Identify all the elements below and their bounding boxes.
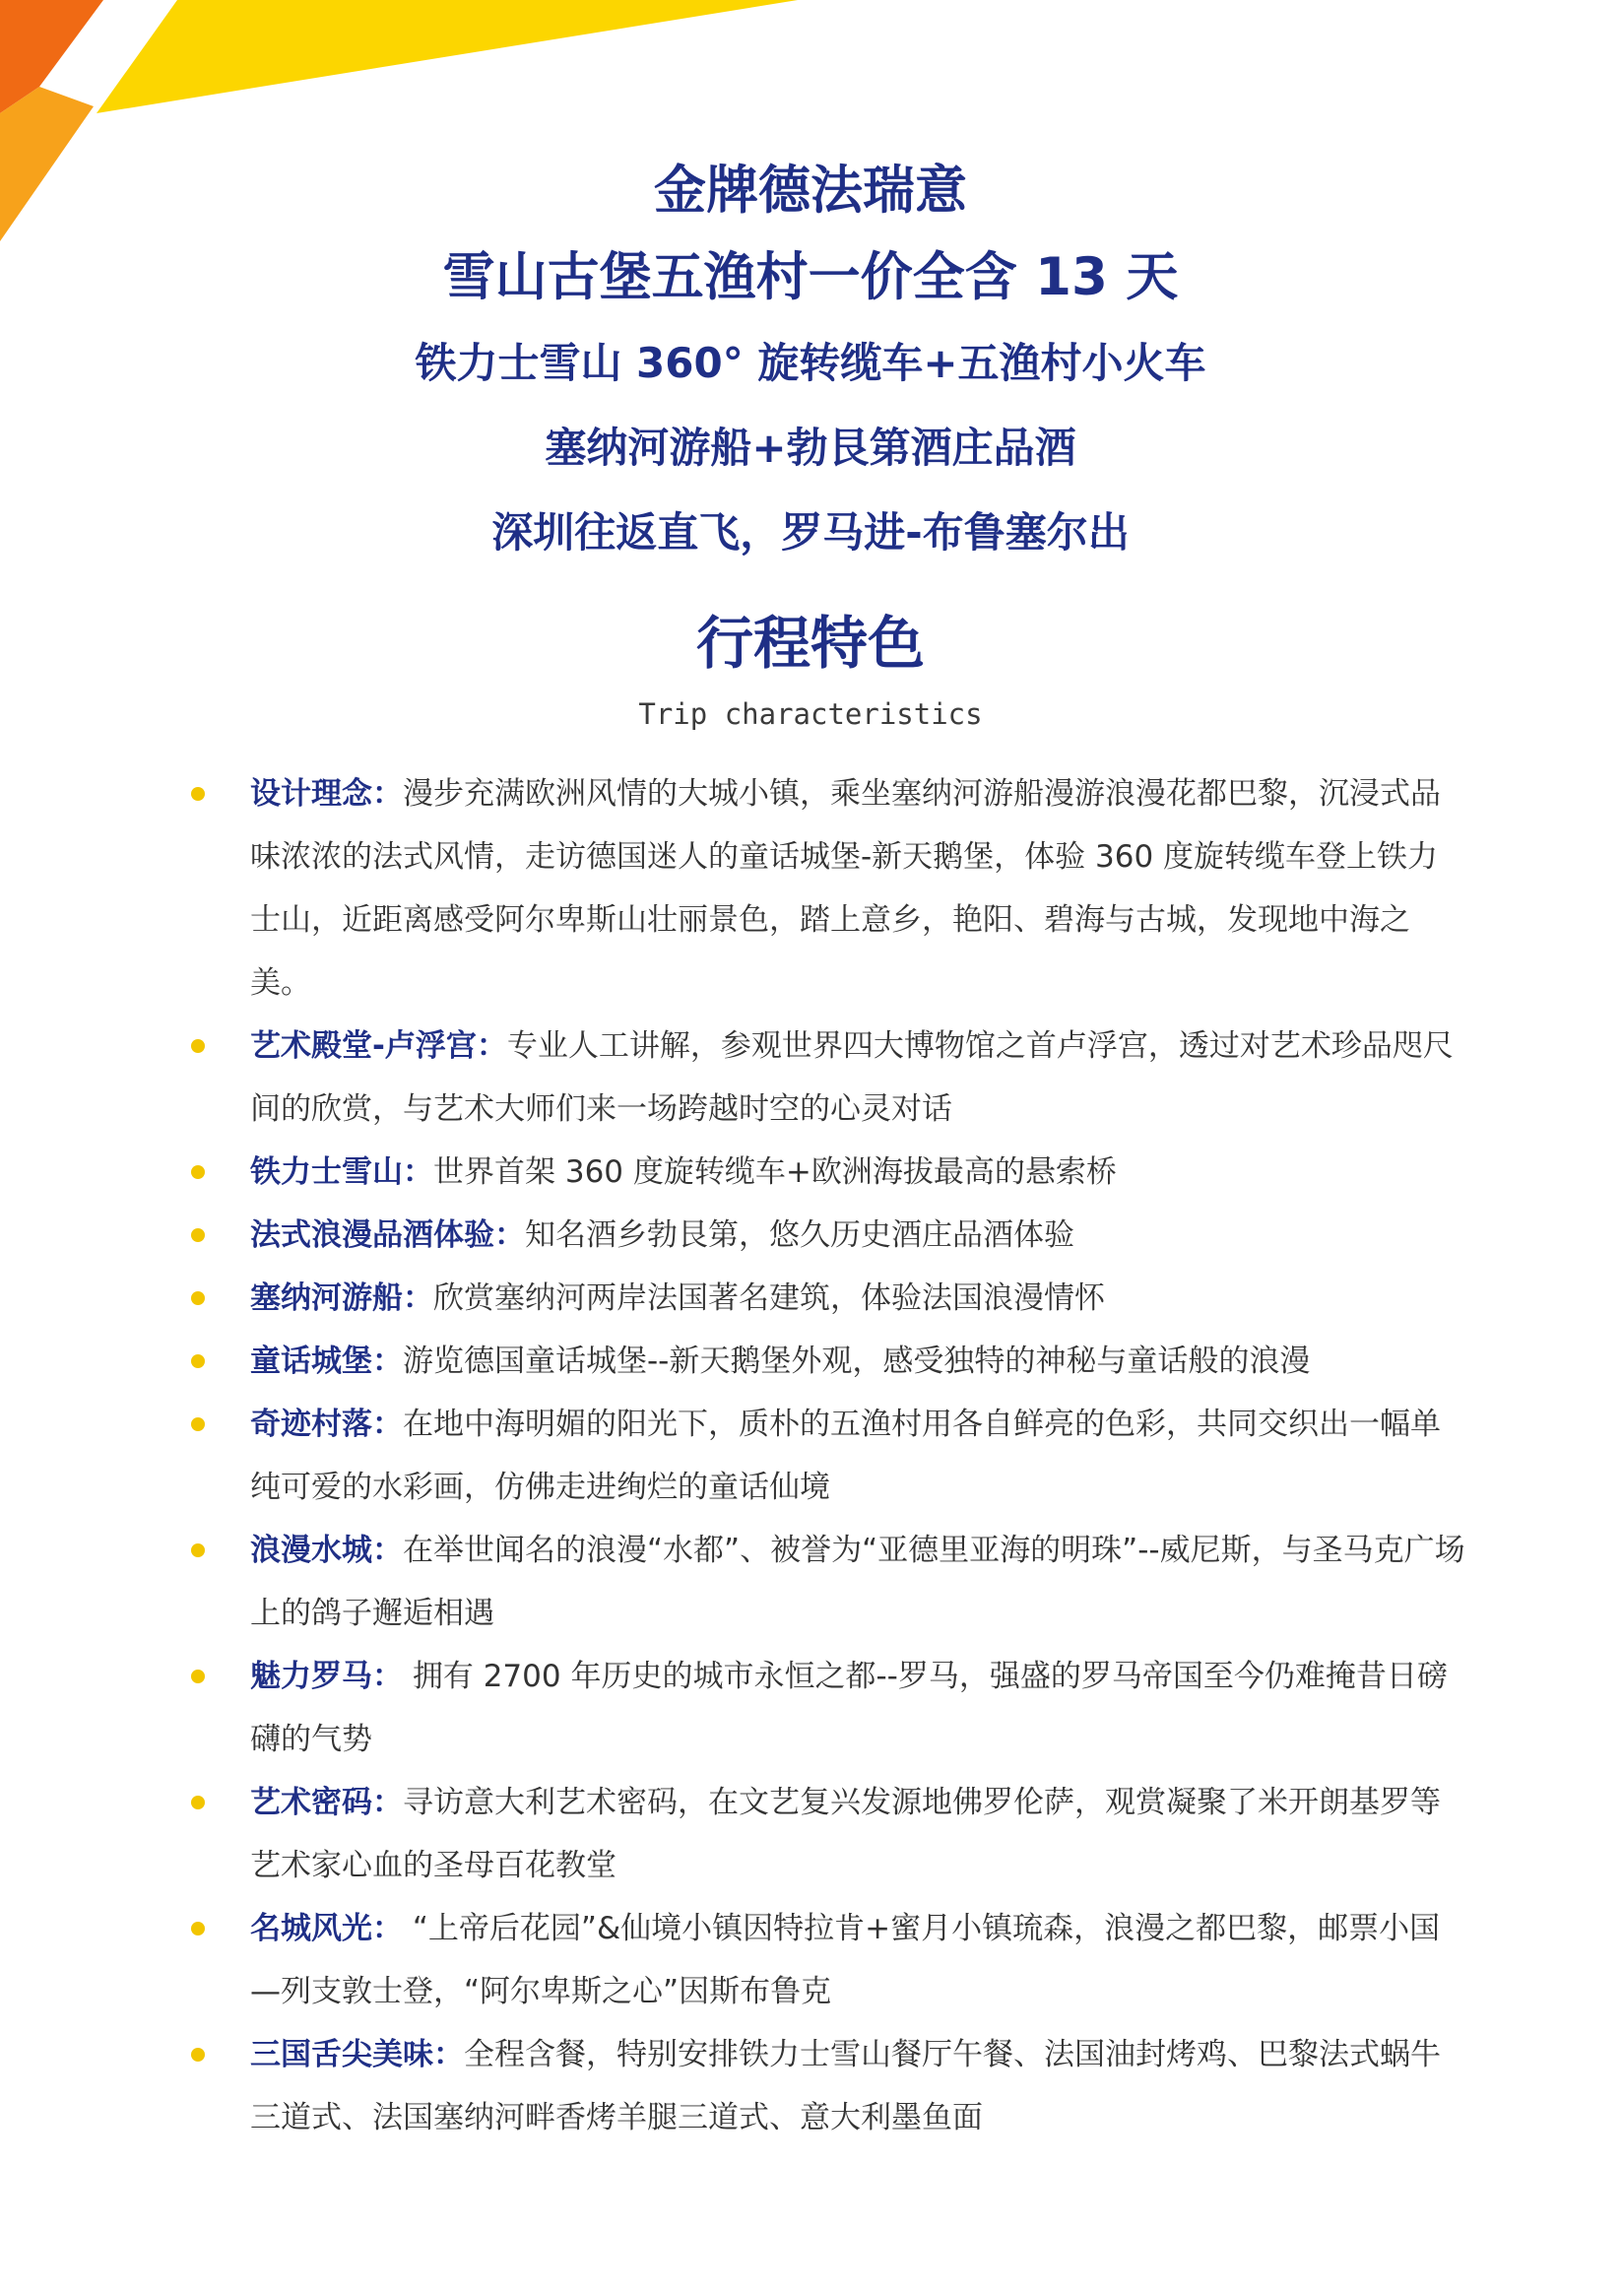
feature-text: 游览德国童话城堡--新天鹅堡外观，感受独特的神秘与童话般的浪漫 (403, 1344, 1311, 1379)
feature-item (0, 1204, 1621, 1267)
feature-title: 法式浪漫品酒体验： (250, 1217, 525, 1253)
feature-item (0, 1645, 1621, 1771)
section-subheading: Trip characteristics (638, 697, 983, 731)
feature-item (0, 1897, 1621, 2023)
feature-list (0, 762, 1621, 2149)
feature-title: 魅力罗马： (250, 1659, 403, 1694)
feature-text: 拥有 2700 年历史的城市永恒之都--罗马，强盛的罗马帝国至今仍难掩昔日磅礴的气势 (250, 1659, 1448, 1757)
feature-text: “上帝后花园”&仙境小镇因特拉肯+蜜月小镇琉森，浪漫之都巴黎，邮票小国—列支敦士登，“阿尔卑斯之心”因斯布鲁克 (250, 1911, 1441, 2009)
feature-text: 知名酒乡勃艮第，悠久历史酒庄品酒体验 (525, 1217, 1074, 1253)
feature-item (0, 1141, 1621, 1204)
feature-title: 童话城堡： (250, 1344, 403, 1379)
feature-text: 欣赏塞纳河两岸法国著名建筑，体验法国浪漫情怀 (433, 1280, 1105, 1316)
feature-text: 全程含餐，特别安排铁力士雪山餐厅午餐、法国油封烤鸡、巴黎法式蜗牛三道式、法国塞纳河畔香烤羊腿三道式、意大利墨鱼面 (250, 2037, 1441, 2135)
feature-item (0, 762, 1621, 1015)
feature-item (0, 1519, 1621, 1645)
feature-title: 名城风光： (250, 1911, 403, 1946)
title-line-2: 雪山古堡五渔村一价全含 13 天 (442, 247, 1179, 307)
feature-text: 在举世闻名的浪漫“水都”、被誉为“亚德里亚海的明珠”--威尼斯，与圣马克广场上的鸽子邂逅相遇 (250, 1533, 1465, 1631)
feature-item (0, 1771, 1621, 1897)
title-line-5: 深圳往返直飞，罗马进-布鲁塞尔出 (491, 508, 1130, 557)
feature-text: 在地中海明媚的阳光下，质朴的五渔村用各自鲜亮的色彩，共同交织出一幅单纯可爱的水彩画，仿佛走进绚烂的童话仙境 (250, 1407, 1441, 1505)
feature-item (0, 1015, 1621, 1141)
feature-item (0, 2023, 1621, 2149)
bullet-dot-icon (191, 787, 205, 801)
bullet-dot-icon (191, 1165, 205, 1179)
bullet-dot-icon (191, 1543, 205, 1557)
bullet-dot-icon (191, 1228, 205, 1242)
feature-text: 世界首架 360 度旋转缆车+欧洲海拔最高的悬索桥 (433, 1154, 1117, 1190)
feature-title: 设计理念： (250, 776, 403, 812)
title-line-4: 塞纳河游船+勃艮第酒庄品酒 (545, 424, 1076, 472)
feature-item (0, 1330, 1621, 1393)
feature-title: 奇迹村落： (250, 1407, 403, 1442)
feature-title: 塞纳河游船： (250, 1280, 433, 1316)
bullet-dot-icon (191, 1670, 205, 1683)
feature-text: 寻访意大利艺术密码，在文艺复兴发源地佛罗伦萨，观赏凝聚了米开朗基罗等艺术家心血的圣母百花教堂 (250, 1785, 1441, 1883)
section-heading: 行程特色 (695, 610, 925, 677)
feature-title: 艺术殿堂-卢浮宫： (250, 1028, 507, 1064)
feature-title: 三国舌尖美味： (250, 2037, 464, 2072)
bullet-dot-icon (191, 1922, 205, 1935)
bullet-dot-icon (191, 1291, 205, 1305)
deco-yellow-shape (97, 0, 798, 113)
feature-text: 专业人工讲解，参观世界四大博物馆之首卢浮宫，透过对艺术珍品咫尺间的欣赏，与艺术大师们来一场跨越时空的心灵对话 (250, 1028, 1454, 1127)
title-line-3: 铁力士雪山 360° 旋转缆车+五渔村小火车 (415, 339, 1206, 387)
feature-title: 艺术密码： (250, 1785, 403, 1820)
bullet-dot-icon (191, 1354, 205, 1368)
feature-text: 漫步充满欧洲风情的大城小镇，乘坐塞纳河游船漫游浪漫花都巴黎，沉浸式品味浓浓的法式风情，走访德国迷人的童话城堡-新天鹅堡，体验 360 度旋转缆车登上铁力士山，近距离感受阿尔卑斯山壮丽景色，踏上意乡，艳阳、碧海与古城，发现地中海之美。 (250, 776, 1441, 1001)
bullet-dot-icon (191, 1039, 205, 1053)
feature-item (0, 1393, 1621, 1519)
title-line-1: 金牌德法瑞意 (654, 161, 967, 221)
bullet-dot-icon (191, 1796, 205, 1809)
feature-title: 浪漫水城： (250, 1533, 403, 1568)
bullet-dot-icon (191, 2048, 205, 2062)
feature-item (0, 1267, 1621, 1330)
title-block (0, 148, 1621, 575)
bullet-dot-icon (191, 1417, 205, 1431)
feature-title: 铁力士雪山： (250, 1154, 433, 1190)
